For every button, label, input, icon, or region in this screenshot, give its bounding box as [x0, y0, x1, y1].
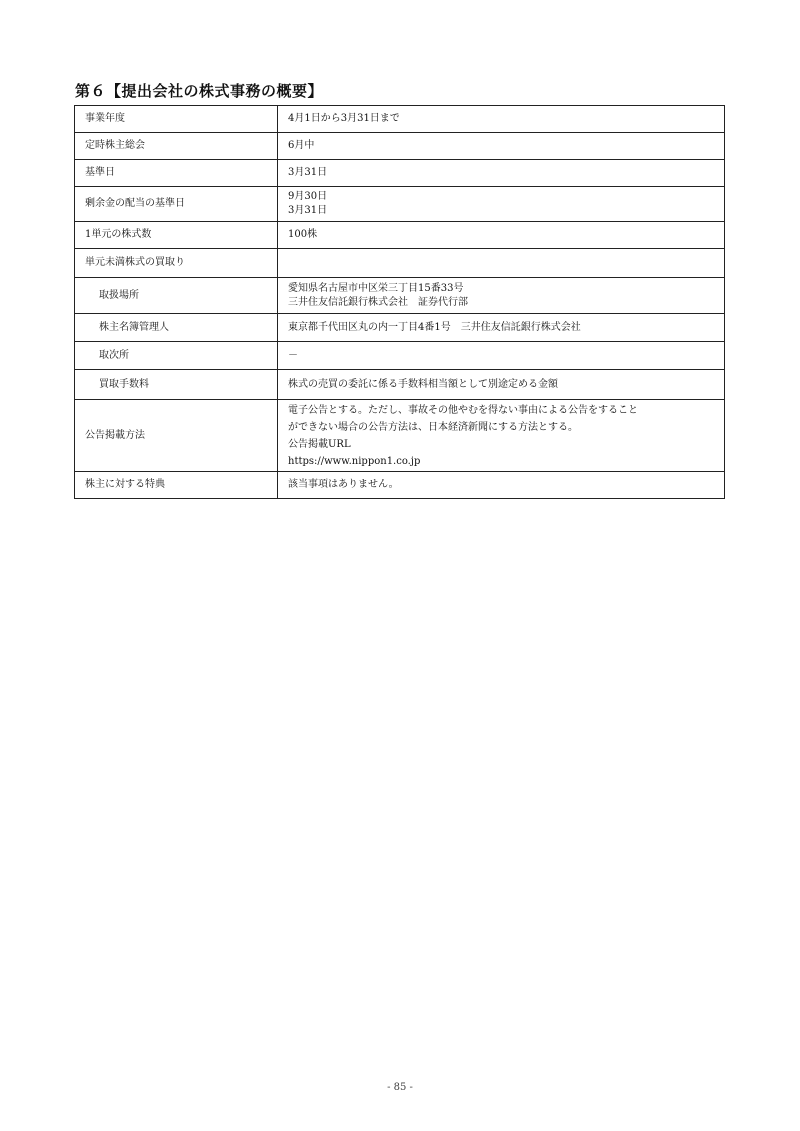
sub-value-fee: 株式の売買の委託に係る手数料相当額として別途定める金額	[278, 370, 725, 400]
page-number: - 85 -	[387, 1082, 413, 1093]
table-row	[75, 187, 725, 222]
notice-line-1: 電子公告とする。ただし、事故その他やむを得ない事由による公告をすること	[288, 404, 638, 416]
row-value-record-date: 3月31日	[278, 160, 725, 187]
row-label-purchase: 単元未満株式の買取り	[75, 249, 278, 278]
table-row	[75, 249, 725, 278]
row-value-purchase-empty	[278, 249, 725, 278]
agent-label-text: 取次所	[99, 349, 129, 361]
notice-url-label: 公告掲載URL	[288, 438, 351, 450]
table-row	[75, 222, 725, 249]
dividend-record-date-2: 3月31日	[288, 205, 328, 216]
registrar-label-text: 株主名簿管理人	[99, 321, 169, 333]
dividend-record-date-1: 9月30日	[288, 191, 328, 202]
table-row	[75, 342, 725, 370]
fee-label-text: 買取手数料	[99, 378, 149, 390]
sub-value-office	[278, 278, 725, 314]
office-address: 愛知県名古屋市中区栄三丁目15番33号	[288, 282, 464, 294]
row-value-fiscal-year: 4月1日から3月31日まで	[278, 106, 725, 133]
row-value-agm: 6月中	[278, 133, 725, 160]
sub-value-agent: －	[278, 342, 725, 370]
row-value-dividend-record	[278, 187, 725, 222]
table-row	[75, 106, 725, 133]
section-title: 第６【提出会社の株式事務の概要】	[75, 82, 324, 100]
sub-label-registrar	[75, 314, 278, 342]
row-label-fiscal-year: 事業年度	[75, 106, 278, 133]
sub-value-registrar: 東京都千代田区丸の内一丁目4番1号 三井住友信託銀行株式会社	[278, 314, 725, 342]
row-value-benefits: 該当事項はありません。	[278, 472, 725, 499]
sub-label-office	[75, 278, 278, 314]
table-row	[75, 133, 725, 160]
row-value-notice	[278, 400, 725, 472]
share-affairs-table	[74, 105, 725, 499]
office-name: 三井住友信託銀行株式会社 証券代行部	[288, 296, 468, 308]
row-label-dividend-record: 剰余金の配当の基準日	[75, 187, 278, 222]
row-value-unit-shares: 100株	[278, 222, 725, 249]
table-row	[75, 160, 725, 187]
sub-label-agent	[75, 342, 278, 370]
row-label-record-date: 基準日	[75, 160, 278, 187]
row-label-agm: 定時株主総会	[75, 133, 278, 160]
table-row	[75, 400, 725, 472]
sub-label-fee	[75, 370, 278, 400]
table-row	[75, 314, 725, 342]
notice-line-2: ができない場合の公告方法は、日本経済新聞にする方法とする。	[288, 421, 578, 433]
row-label-benefits: 株主に対する特典	[75, 472, 278, 499]
notice-url: https://www.nippon1.co.jp	[288, 455, 421, 467]
office-label-text: 取扱場所	[99, 289, 139, 301]
table-row	[75, 278, 725, 314]
row-label-notice: 公告掲載方法	[75, 400, 278, 472]
table-row	[75, 370, 725, 400]
row-label-unit-shares: 1単元の株式数	[75, 222, 278, 249]
table-row	[75, 472, 725, 499]
